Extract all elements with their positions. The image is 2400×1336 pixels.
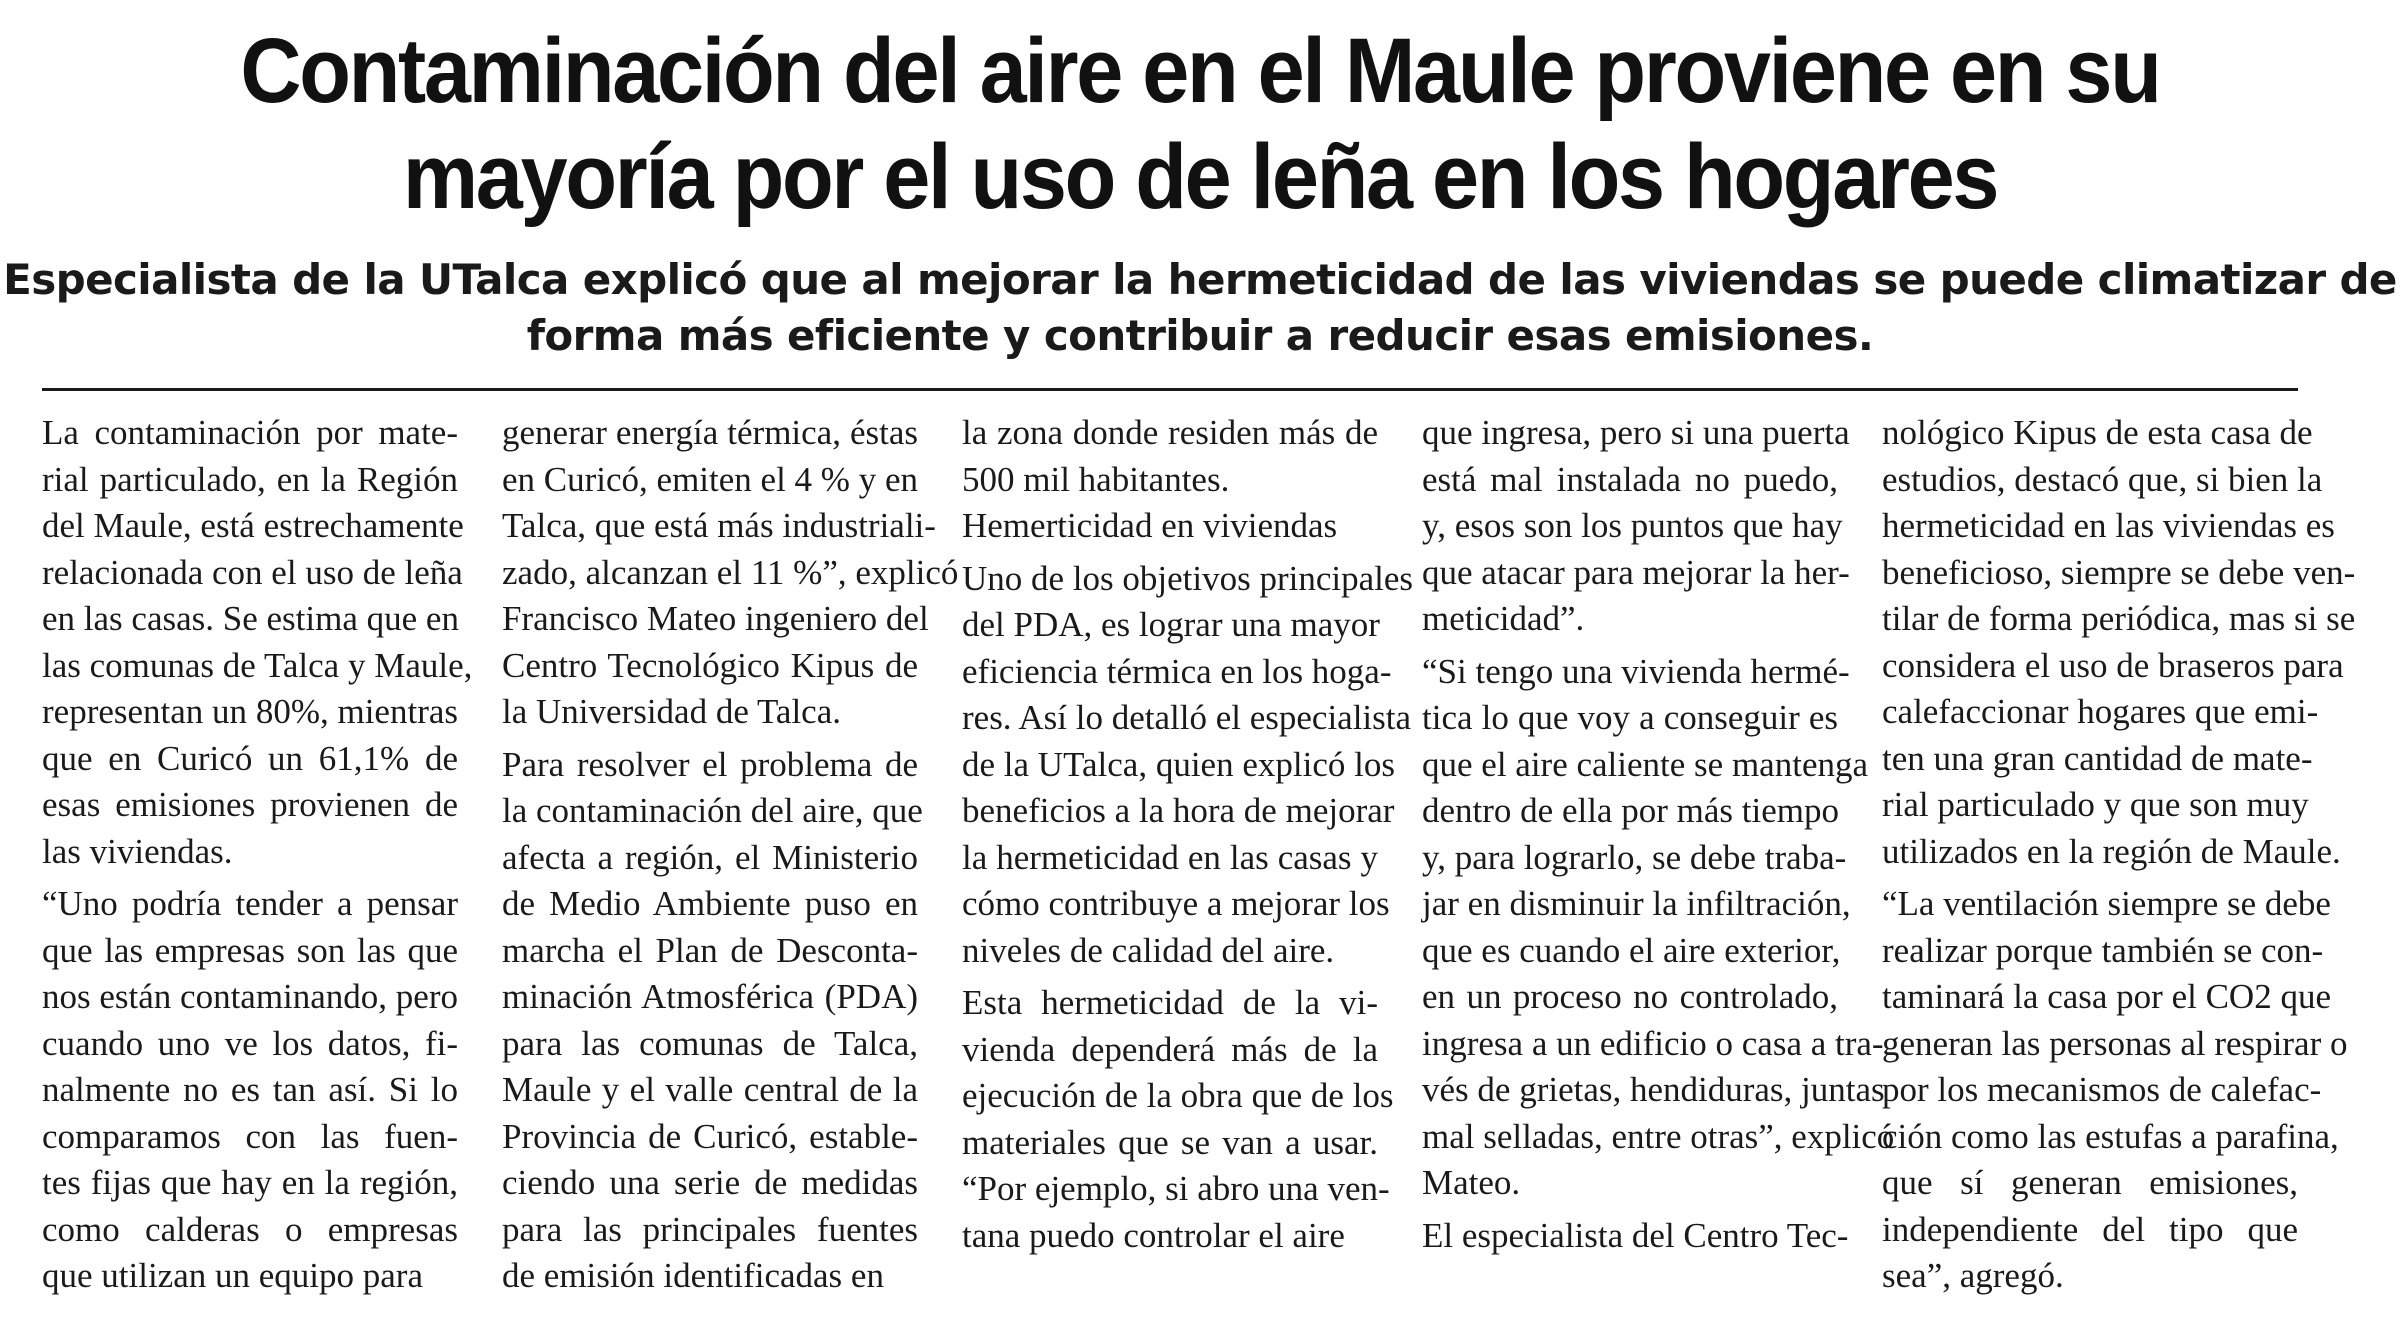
article-text-line: Provincia de Curicó, estable- <box>502 1116 918 1156</box>
article-text-line: y, para lograrlo, se debe traba- <box>1422 837 1847 877</box>
article-text-line: que en Curicó un 61,1% de <box>42 738 458 778</box>
article-text-line: “Por ejemplo, si abro una ven- <box>962 1169 1390 1208</box>
article-text-line: las viviendas. <box>42 831 233 871</box>
article-text-line: esas emisiones provienen de <box>42 785 458 824</box>
article-text-line: la contaminación del aire, que <box>502 791 923 830</box>
article-text-line: representan un 80%, mientras <box>42 692 458 731</box>
article-text-line: que ingresa, pero si una puerta <box>1422 413 1850 452</box>
article-text-line: independiente del tipo que <box>1882 1209 2298 1249</box>
article-text-line: del PDA, es lograr una mayor <box>962 605 1380 644</box>
article-text-line: niveles de calidad del aire. <box>962 930 1335 970</box>
article-text-line: y, esos son los puntos que hay <box>1422 506 1843 545</box>
article-text-line: comparamos con las fuen- <box>42 1116 458 1156</box>
article-text-line: 500 mil habitantes. <box>962 459 1230 499</box>
article-text-line: marcha el Plan de Desconta- <box>502 930 918 970</box>
article-text-line: Maule y el valle central de la <box>502 1070 918 1109</box>
subheadline <box>0 252 2400 364</box>
article-text-line: la Universidad de Talca. <box>502 692 841 731</box>
article-text-line: cuando uno ve los datos, fi- <box>42 1023 458 1063</box>
headline-line-2: mayoría por el uso de leña en los hogares <box>402 126 1998 228</box>
article-text-line: sea”, agregó. <box>1882 1256 2064 1295</box>
article-text-line: nológico Kipus de esta casa de <box>1882 413 2313 452</box>
article-text-line: nos están contaminando, pero <box>42 977 459 1016</box>
article-text-line: tica lo que voy a conseguir es <box>1422 698 1838 737</box>
article-text-line: las comunas de Talca y Maule, <box>42 645 473 685</box>
article-text-line: generar energía térmica, éstas <box>502 413 918 452</box>
article-text-line: “La ventilación siempre se debe <box>1882 884 2331 923</box>
article-text-line: utilizados en la región de Maule. <box>1882 831 2341 871</box>
article-text-line: está mal instalada no puedo, <box>1422 459 1838 499</box>
article-text-line: del Maule, está estrechamente <box>42 506 464 545</box>
article-column-1 <box>42 410 473 1300</box>
headline-line-1: Contaminación del aire en el Maule proviene en su <box>240 20 2160 122</box>
article-text-line: Mateo. <box>1422 1163 1521 1202</box>
article-text-line: nalmente no es tan así. Si lo <box>42 1070 458 1109</box>
article-text-line: realizar porque también se con- <box>1882 930 2324 970</box>
article-text-line: en las casas. Se estima que en <box>42 599 459 638</box>
article-text-line: “Si tengo una vivienda hermé- <box>1422 651 1850 691</box>
article-text-line: relacionada con el uso de leña <box>42 552 463 592</box>
article-column-4 <box>1422 410 1895 1259</box>
article-text-line: El especialista del Centro Tec- <box>1422 1215 1849 1255</box>
article-text-line: ejecución de la obra que de los <box>962 1076 1394 1115</box>
headline <box>96 18 2304 230</box>
article-text-line: tana puedo controlar el aire <box>962 1215 1345 1255</box>
article-text-line: zado, alcanzan el 11 %”, explicó <box>502 552 959 592</box>
article-text-line: ingresa a un edificio o casa a tra- <box>1422 1023 1884 1063</box>
article-text-line: Talca, que está más industriali- <box>502 506 936 545</box>
article-text-line: en Curicó, emiten el 4 % y en <box>502 459 918 499</box>
article-text-line: eficiencia térmica en los hoga- <box>962 651 1392 691</box>
article-text-line: que sí generan emisiones, <box>1882 1163 2298 1202</box>
article-text-line: que utilizan un equipo para <box>42 1256 423 1295</box>
article-text-line: Hemerticidad en viviendas <box>962 506 1338 545</box>
article-text-line: taminará la casa por el CO2 que <box>1882 977 2331 1016</box>
article-text-line: que atacar para mejorar la her- <box>1422 552 1850 592</box>
article-text-line: beneficios a la hora de mejorar <box>962 791 1395 830</box>
article-text-line: generan las personas al respirar o <box>1882 1023 2348 1063</box>
article-text-line: para las comunas de Talca, <box>502 1023 918 1063</box>
article-text-line: beneficioso, siempre se debe ven- <box>1882 552 2356 592</box>
article-text-line: Centro Tecnológico Kipus de <box>502 645 918 685</box>
article-text-line: estudios, destacó que, si bien la <box>1882 459 2323 499</box>
article-text-line: rial particulado y que son muy <box>1882 785 2309 824</box>
article-text-line: considera el uso de braseros para <box>1882 645 2344 685</box>
article-text-line: para las principales fuentes <box>502 1209 918 1249</box>
article-text-line: afecta a región, el Ministerio <box>502 837 918 877</box>
article-text-line: la zona donde residen más de <box>962 413 1378 452</box>
article-text-line: en un proceso no controlado, <box>1422 977 1838 1016</box>
subheadline-line-2: forma más eficiente y contribuir a reducir esas emisiones. <box>526 311 1874 360</box>
article-text-line: de emisión identificadas en <box>502 1256 884 1295</box>
article-text-line: rial particulado, en la Región <box>42 459 458 499</box>
article-text-line: que las empresas son las que <box>42 930 458 970</box>
article-text-line: res. Así lo detalló el especialista <box>962 698 1412 737</box>
article-text-line: vés de grietas, hendiduras, juntas <box>1422 1070 1885 1109</box>
article-text-line: cómo contribuye a mejorar los <box>962 884 1390 923</box>
article-text-line: Esta hermeticidad de la vi- <box>962 983 1378 1022</box>
article-text-line: vienda dependerá más de la <box>962 1029 1378 1069</box>
article-text-line: Uno de los objetivos principales <box>962 558 1414 598</box>
article-text-line: tes fijas que hay en la región, <box>42 1163 458 1202</box>
article-text-line: que el aire caliente se mantenga <box>1422 744 1869 784</box>
article-text-line: de la UTalca, quien explicó los <box>962 744 1395 784</box>
article-column-5 <box>1882 410 2356 1300</box>
article-text-line: la hermeticidad en las casas y <box>962 837 1378 877</box>
article-text-line: ten una gran cantidad de mate- <box>1882 738 2313 778</box>
article-column-2 <box>502 410 959 1300</box>
subheadline-line-1: Especialista de la UTalca explicó que al mejorar la hermeticidad de las viviendas se puede climatizar de <box>3 255 2397 304</box>
article-text-line: La contaminación por mate- <box>42 413 458 452</box>
article-text-line: como calderas o empresas <box>42 1209 458 1249</box>
article-text-line: “Uno podría tender a pensar <box>42 884 458 923</box>
article-text-line: meticidad”. <box>1422 599 1585 638</box>
article-text-line: de Medio Ambiente puso en <box>502 884 918 923</box>
article-text-line: calefaccionar hogares que emi- <box>1882 692 2319 731</box>
article-text-line: que es cuando el aire exterior, <box>1422 930 1841 970</box>
article-text-line: Para resolver el problema de <box>502 744 918 784</box>
article-text-line: hermeticidad en las viviendas es <box>1882 506 2335 545</box>
article-column-3 <box>962 410 1414 1259</box>
article-text-line: materiales que se van a usar. <box>962 1122 1378 1162</box>
article-text-line: dentro de ella por más tiempo <box>1422 791 1839 830</box>
article-text-line: Francisco Mateo ingeniero del <box>502 599 929 638</box>
article-text-line: tilar de forma periódica, mas si se <box>1882 599 2356 638</box>
article-text-line: minación Atmosférica (PDA) <box>502 977 918 1016</box>
article-text-line: por los mecanismos de calefac- <box>1882 1070 2322 1109</box>
article-text-line: mal selladas, entre otras”, explicó <box>1422 1116 1895 1156</box>
article-text-line: jar en disminuir la infiltración, <box>1422 884 1851 923</box>
divider-rule <box>42 388 2298 391</box>
article-text-line: ciendo una serie de medidas <box>502 1163 918 1202</box>
article-text-line: ción como las estufas a parafina, <box>1882 1116 2339 1156</box>
